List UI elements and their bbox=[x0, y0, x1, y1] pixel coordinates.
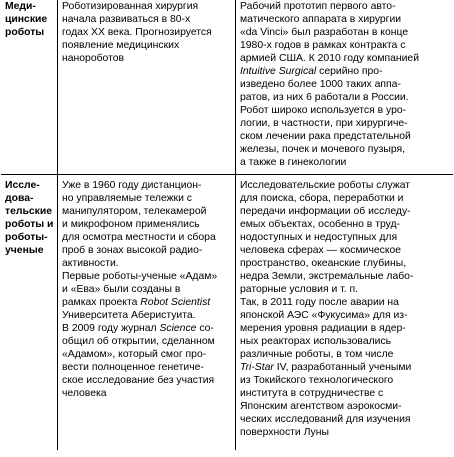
text-segment: емых объектах, особенно в труд- bbox=[240, 219, 401, 230]
examples-cell bbox=[236, 0, 454, 175]
text-line bbox=[240, 91, 453, 104]
text-line bbox=[62, 0, 235, 13]
examples-cell bbox=[236, 175, 454, 451]
text-line bbox=[62, 26, 235, 39]
table-row-research-robots bbox=[1, 175, 453, 451]
text-line bbox=[240, 179, 453, 192]
text-line bbox=[62, 179, 235, 192]
text-segment: Японским агентством аэрокосми- bbox=[240, 401, 402, 412]
text-segment: и микрофоном применялись bbox=[62, 219, 200, 230]
text-line bbox=[240, 283, 453, 296]
text-segment: IV, разработанный учеными bbox=[273, 362, 412, 373]
text-segment: ческих исследований для изучения bbox=[240, 414, 411, 425]
text-line: Меди- bbox=[5, 1, 36, 12]
text-line bbox=[62, 296, 235, 309]
history-cell bbox=[58, 0, 236, 175]
text-segment: ском лечении рака предстательной bbox=[240, 131, 411, 142]
text-line bbox=[62, 387, 235, 400]
text-line bbox=[240, 130, 453, 143]
text-line: роботы bbox=[5, 27, 45, 38]
text-segment: Робот широко используется в уро- bbox=[240, 105, 407, 116]
text-line bbox=[62, 309, 235, 322]
text-segment: «da Vinci» был разработан в конце bbox=[240, 27, 409, 38]
text-line bbox=[240, 413, 453, 426]
text-line bbox=[240, 335, 453, 348]
text-segment: из Токийского технологического bbox=[240, 375, 394, 386]
history-cell bbox=[58, 175, 236, 451]
text-segment: Университета Аберистуита. bbox=[62, 310, 196, 321]
text-line bbox=[240, 65, 453, 78]
text-line: Иссле- bbox=[5, 180, 40, 191]
italic-text: Tri-Star bbox=[240, 362, 274, 373]
text-line bbox=[240, 117, 453, 130]
italic-text: Robot Scientist bbox=[140, 297, 211, 308]
text-segment: со- bbox=[196, 323, 214, 334]
text-segment: различные роботы, в том числе bbox=[240, 349, 394, 360]
text-line bbox=[240, 257, 453, 270]
text-line bbox=[240, 52, 453, 65]
text-segment: активности. bbox=[62, 258, 119, 269]
text-segment: а также в гинекологии bbox=[240, 157, 347, 168]
text-segment: рамках проекта bbox=[62, 297, 141, 308]
text-segment: вести полноценное генетиче- bbox=[62, 362, 204, 373]
text-line bbox=[240, 231, 453, 244]
text-line bbox=[240, 192, 453, 205]
text-segment: железы, почек и мочевого пузыря, bbox=[240, 144, 406, 155]
text-line bbox=[240, 143, 453, 156]
text-line: роботы- bbox=[5, 232, 48, 243]
text-segment: появление медицинских bbox=[62, 40, 180, 51]
text-line bbox=[62, 39, 235, 52]
italic-text: Science bbox=[159, 323, 197, 334]
text-segment: для поиска, сбора, переработки и bbox=[240, 193, 404, 204]
text-segment: раторные условия и т. п. bbox=[240, 284, 359, 295]
text-segment: передачи информации об исследу- bbox=[240, 206, 411, 217]
text-segment: Первые роботы-ученые «Адам» bbox=[62, 271, 218, 282]
text-line: дова- bbox=[5, 193, 34, 204]
text-line bbox=[62, 13, 235, 26]
category-cell bbox=[1, 0, 58, 175]
text-segment: но управляемые тележки с bbox=[62, 193, 192, 204]
text-line: тельские bbox=[5, 206, 53, 217]
text-line bbox=[62, 52, 235, 65]
text-segment: Уже в 1960 году дистанцион- bbox=[62, 180, 202, 191]
text-line bbox=[240, 205, 453, 218]
text-line bbox=[62, 205, 235, 218]
text-line bbox=[240, 156, 453, 169]
text-line bbox=[240, 309, 453, 322]
text-line: цинские bbox=[5, 14, 48, 25]
text-segment: Роботизированная хирургия bbox=[62, 1, 199, 12]
text-segment: недра Земли, экстремальные лабо- bbox=[240, 271, 414, 282]
robots-table bbox=[1, 0, 453, 450]
text-segment: «Адамом», который смог про- bbox=[62, 349, 207, 360]
text-segment: мерения уровня радиации в ядер- bbox=[240, 323, 406, 334]
text-segment: годах XX века. Прогнозируется bbox=[62, 27, 212, 38]
text-segment: человека bbox=[62, 388, 107, 399]
text-line bbox=[62, 257, 235, 270]
text-segment: ратов, из них 6 работали в России. bbox=[240, 92, 409, 103]
text-line bbox=[240, 26, 453, 39]
text-line bbox=[240, 426, 453, 439]
text-segment: начала развиваться в 80-х bbox=[62, 14, 191, 25]
italic-text: Intuitive Surgical bbox=[240, 66, 317, 77]
text-segment: нанороботов bbox=[62, 53, 125, 64]
text-line bbox=[62, 218, 235, 231]
table-row-medical-robots bbox=[1, 0, 453, 175]
text-segment: проб в зонах высокой радио- bbox=[62, 245, 203, 256]
category-cell bbox=[1, 175, 58, 451]
text-line bbox=[240, 104, 453, 117]
text-line bbox=[62, 348, 235, 361]
text-segment: изведено более 1000 таких аппа- bbox=[240, 79, 401, 90]
text-segment: человека сферах — космическое bbox=[240, 245, 402, 256]
text-line bbox=[62, 283, 235, 296]
text-segment: Так, в 2011 году после аварии на bbox=[240, 297, 399, 308]
text-segment: 1980-х годов в рамках контракта с bbox=[240, 40, 406, 51]
text-segment: ных реакторах использовались bbox=[240, 336, 392, 347]
text-segment: Рабочий прототип первого авто- bbox=[240, 1, 396, 12]
text-line bbox=[62, 244, 235, 257]
text-line bbox=[240, 78, 453, 91]
text-segment: для осмотра местности и сбора bbox=[62, 232, 216, 243]
text-line bbox=[62, 270, 235, 283]
text-segment: ское исследование без участия bbox=[62, 375, 215, 386]
text-line bbox=[240, 400, 453, 413]
text-segment: поверхности Луны bbox=[240, 427, 329, 438]
text-line bbox=[240, 348, 453, 361]
text-line bbox=[240, 244, 453, 257]
text-line bbox=[240, 322, 453, 335]
text-line: роботы и bbox=[5, 219, 54, 230]
text-line bbox=[62, 361, 235, 374]
text-line bbox=[62, 374, 235, 387]
text-line bbox=[240, 39, 453, 52]
text-segment: В 2009 году журнал bbox=[62, 323, 160, 334]
text-segment: армией США. К 2010 году компанией bbox=[240, 53, 420, 64]
text-segment: японской АЭС «Фукусима» для из- bbox=[240, 310, 408, 321]
text-segment: логии, в частности, при хирургиче- bbox=[240, 118, 408, 129]
text-line bbox=[240, 218, 453, 231]
text-line bbox=[240, 270, 453, 283]
text-segment: общил об открытии, сделанном bbox=[62, 336, 215, 347]
text-line bbox=[240, 361, 453, 374]
text-segment: манипулятором, телекамерой bbox=[62, 206, 207, 217]
text-line bbox=[240, 13, 453, 26]
text-line bbox=[62, 335, 235, 348]
text-segment: пространство, океанские глубины, bbox=[240, 258, 407, 269]
text-segment: матического аппарата в хирургии bbox=[240, 14, 402, 25]
text-line bbox=[62, 231, 235, 244]
text-segment: серийно про- bbox=[316, 66, 383, 77]
text-line bbox=[62, 192, 235, 205]
text-segment: нодоступных и недоступных для bbox=[240, 232, 398, 243]
text-line bbox=[240, 0, 453, 13]
text-segment: института в сотрудничестве с bbox=[240, 388, 384, 399]
text-line bbox=[240, 374, 453, 387]
text-line bbox=[240, 387, 453, 400]
text-line bbox=[240, 296, 453, 309]
text-line bbox=[62, 322, 235, 335]
text-line: ученые bbox=[5, 245, 44, 256]
text-segment: Исследовательские роботы служат bbox=[240, 180, 411, 191]
text-segment: и «Ева» были созданы в bbox=[62, 284, 181, 295]
